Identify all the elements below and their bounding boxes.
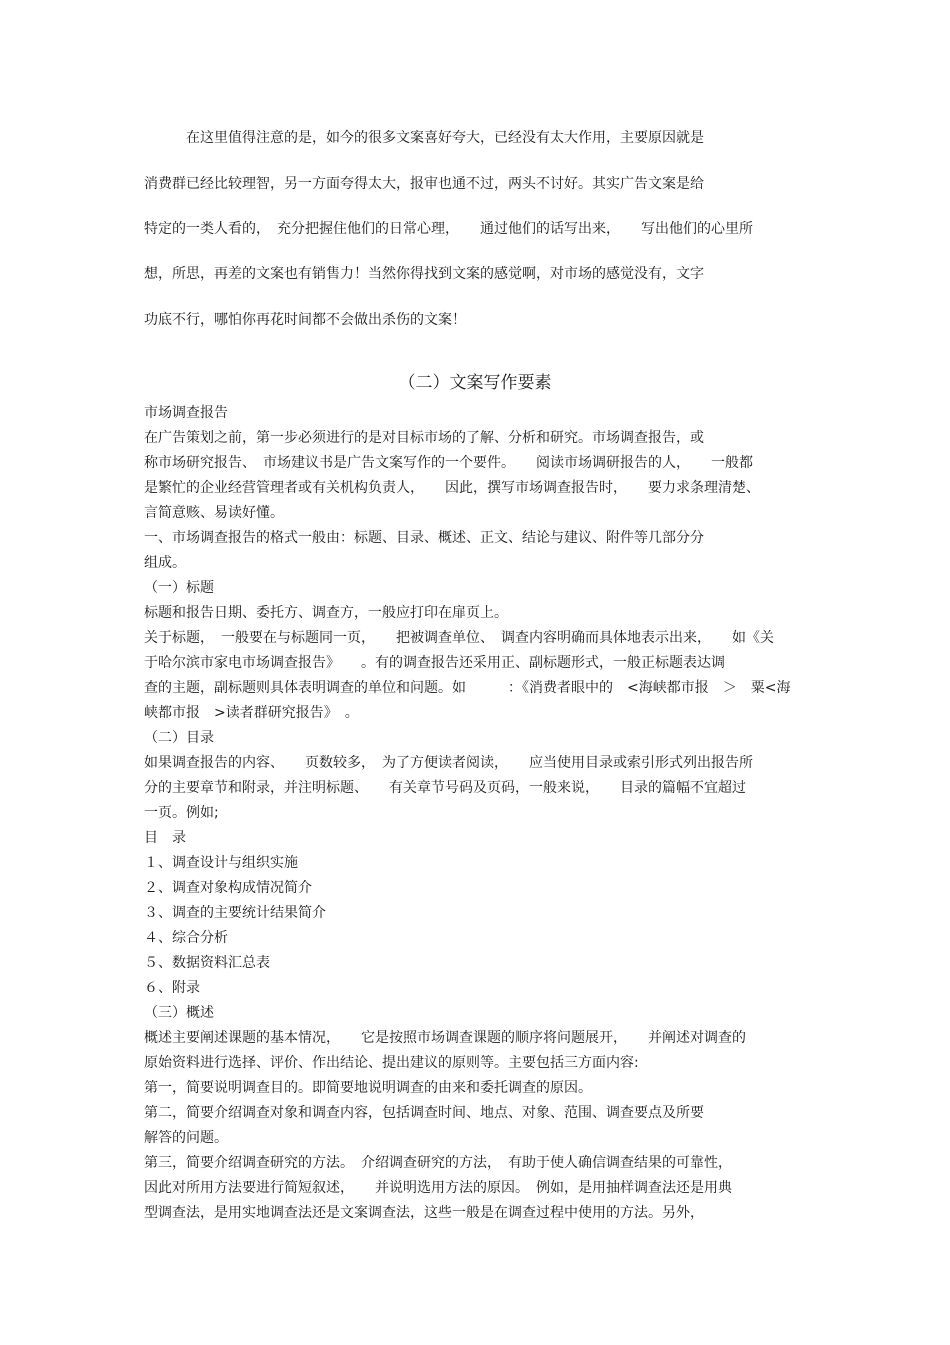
toc-item: １、调查设计与组织实施 — [144, 855, 298, 871]
body-line: 关于标题， 一般要在与标题同一页， 把被调查单位、 调查内容明确而具体地表示出来， 如《关 — [144, 630, 774, 646]
body-line: 第二，简要介绍调查对象和调查内容，包括调查时间、地点、对象、范围、调查要点及所要 — [144, 1105, 704, 1121]
body-line: 言简意赅、易读好懂。 — [144, 505, 284, 521]
toc-item: ２、调查对象构成情况简介 — [144, 880, 312, 896]
body-line: 组成。 — [144, 555, 186, 571]
body-line: 称市场研究报告、 市场建议书是广告文案写作的一个要件。 阅读市场调研报告的人， 一般都 — [144, 455, 753, 471]
intro-line: 消费群已经比较理智，另一方面夸得太大，报审也通不过，两头不讨好。其实广告文案是给 — [144, 176, 704, 192]
body-line: 分的主要章节和附录，并注明标题、 有关章节号码及页码，一般来说， 目录的篇幅不宜超过 — [144, 780, 746, 796]
body-line: 如果调查报告的内容、 页数较多， 为了方便读者阅读， 应当使用目录或索引形式列出报告所 — [144, 755, 753, 771]
body-line: 一页。例如; — [144, 805, 219, 821]
body-line: 峡都市报 >读者群研究报告》 。 — [144, 705, 359, 721]
subheading: （一）标题 — [144, 580, 214, 596]
subheading: （二）目录 — [144, 730, 214, 746]
toc-title: 目 录 — [144, 830, 186, 846]
subheading: （三）概述 — [144, 1005, 214, 1021]
intro-line: 想，所思，再差的文案也有销售力！当然你得找到文案的感觉啊，对市场的感觉没有，文字 — [144, 266, 704, 282]
intro-line: 在这里值得注意的是，如今的很多文案喜好夸大，已经没有太大作用，主要原因就是 — [186, 130, 704, 146]
body-line: 解答的问题。 — [144, 1130, 228, 1146]
body-line: 第一，简要说明调查目的。即简要地说明调查的由来和委托调查的原因。 — [144, 1080, 592, 1096]
toc-item: ３、调查的主要统计结果简介 — [144, 905, 326, 921]
body-line: 第三，简要介绍调查研究的方法。 介绍调查研究的方法， 有助于使人确信调查结果的可靠性， — [144, 1155, 732, 1171]
body-line: 型调查法，是用实地调查法还是文案调查法，这些一般是在调查过程中使用的方法。另外， — [144, 1205, 704, 1221]
toc-item: ５、数据资料汇总表 — [144, 955, 270, 971]
body-line: 查的主题，副标题则具体表明调查的单位和问题。如 ：《消费者眼中的 <海峡都市报 ＞ 粟<海 — [144, 680, 791, 696]
body-line: 因此对所用方法要进行简短叙述， 并说明选用方法的原因。 例如，是用抽样调查法还是用典 — [144, 1180, 732, 1196]
body-line: 在广告策划之前，第一步必须进行的是对目标市场的了解、分析和研究。市场调查报告，或 — [144, 430, 704, 446]
section-title: （二）文案写作要素 — [398, 373, 552, 393]
intro-line: 功底不行，哪怕你再花时间都不会做出杀伤的文案！ — [144, 312, 466, 328]
body-line: 概述主要阐述课题的基本情况， 它是按照市场调查课题的顺序将问题展开， 并阐述对调查的 — [144, 1030, 746, 1046]
toc-item: ６、附录 — [144, 980, 200, 996]
body-line: 原始资料进行选择、评价、作出结论、提出建议的原则等。主要包括三方面内容: — [144, 1055, 639, 1071]
body-line: 一、市场调查报告的格式一般由：标题、目录、概述、正文、结论与建议、附件等几部分分 — [144, 530, 704, 546]
body-line: 于哈尔滨市家电市场调查报告》 。有的调查报告还采用正、副标题形式，一般正标题表达调 — [144, 655, 725, 671]
body-line: 是繁忙的企业经营管理者或有关机构负责人， 因此，撰写市场调查报告时， 要力求条理清楚、 — [144, 480, 760, 496]
toc-item: ４、综合分析 — [144, 930, 228, 946]
body-line: 市场调查报告 — [144, 405, 228, 421]
intro-line: 特定的一类人看的， 充分把握住他们的日常心理， 通过他们的话写出来， 写出他们的心里所 — [144, 221, 753, 237]
body-line: 标题和报告日期、委托方、调查方，一般应打印在扉页上。 — [144, 605, 508, 621]
